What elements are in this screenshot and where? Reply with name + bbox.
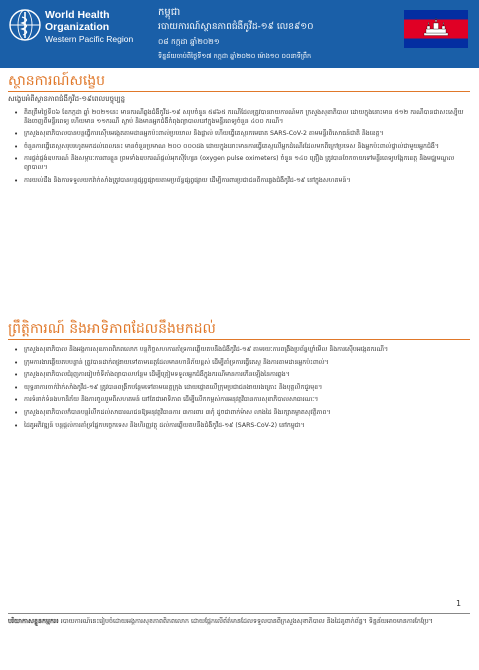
situation-bullet: • ចំនួនការធ្វើតេស្តសរុបរហូតមកដល់ពេលនេះ មានចំនួនប្រមាណ ២០០ ០០០ដង ដោយក្នុងនោះមានការធ្វើតេស្តលើអ្នកដំណើរដែលមកពីក្រៅប្រទេស និងអ្នកប៉ះពាល់ផ្ទាល់ជាមួយអ្នកជំងឺ។ [12,143,472,152]
report-header-banner [0,0,479,68]
situation-bullet: • ការយល់ដឹង និងការទទួលយកវ៉ាក់សាំងត្រូវបានបន្តផ្សព្វផ្សាយតាមប្រព័ន្ធផ្សព្វផ្សាយ ដើម្បីការពារប្រជាជនពីការឆ្លងជំងឺកូវីដ-១៩ នៅក្នុងសហគមន៍។ [12,177,472,186]
footnote-label: បរិយាកាសខ្លួនកម្មករ៖ [8,618,59,625]
events-bullet: • ក្រុមការងារឆ្លើយតបបន្ទាន់ ត្រូវបានដាក់ពង្រាយទៅតាមខេត្តដែលមានហានិភ័យខ្ពស់ ដើម្បីគាំទ្រការធ្វើតេស្ត និងការតាមដានអ្នកប៉ះពាល់។ [12,359,472,368]
situation-bullet: • គិតត្រឹមថ្ងៃទី០៦ ខែកក្កដា ឆ្នាំ ២០២១នេះ មានករណីឆ្លងជំងឺកូវីដ-១៩ សរុបចំនួន ៥៨៦៥ ករណីដែលត្រូវបានរាយការណ៍មក ក្រសួងសុខាភិបាល ដោយក្នុងនោះមាន ៥១២ ករណីបានជាសះស្បើយ និងចេញពីមន្ទីរពេទ្យ ហើយមាន ១១ករណី ស្លាប់ និងមានអ្នកជំងឺកំពុងព្យាបាលនៅក្នុងមន្ទីរពេទ្យចំនួន ៤០០ ករណី។ [12,109,472,126]
section-divider [8,91,470,92]
footer-divider [8,613,470,614]
section-situation-subheading: សង្ខេបអំពីស្ថានភាពជំងឺកូវីដ-១៩ពេលបច្ចុប្បន្ន [8,95,126,103]
data-updated-note: ទិន្នន័យចាប់ពីថ្ងៃទី១៧ កក្កដា ឆ្នាំ២០២០ ម៉ោង១០ ០០នាទីព្រឹក [158,52,312,60]
events-bullet: • ក្រសួងសុខាភិបាលជំរុញការរៀបចំទីតាំងព្យាបាលបន្ថែម ដើម្បីត្រៀមទទួលអ្នកជំងឺក្នុងករណីមានការកើនឡើងនៃការឆ្លង។ [12,371,472,380]
events-bullet: • ក្រសួងសុខាភិបាលក៏បានបន្តរំលឹកដល់សាធារណជនឱ្យអនុវត្តវិធានការ ៣ការពារ ៣កុំ ដូចជាពាក់ម៉ាស លាងដៃ និងរក្សាគម្លាតសុវត្ថិភាព។ [12,409,472,418]
footnote [8,617,470,626]
org-name-line2: Organization [45,21,110,33]
events-bullet: • ក្រសួងសុខាភិបាល និងអង្គការសុខភាពពិភពលោក បន្តកិច្ចសហការគាំទ្រការឆ្លើយតបនឹងជំងឺកូវីដ-១៩ តាមរយៈការពង្រឹងប្រព័ន្ធឃ្លាំមើល និងការស៊ើបអង្កេតករណី។ [12,346,472,355]
who-logo-text [45,9,133,45]
situation-bullet-list [12,109,472,189]
country-name: កម្ពុជា [158,7,181,18]
org-name-line1: World Health [45,9,110,21]
events-bullet: • ការទំនាក់ទំនងហានិភ័យ និងការចូលរួមពីសហគមន៍ នៅតែជាអាទិភាព ដើម្បីលើកកម្ពស់ការអនុវត្តវិធានការសុខាភិបាលសាធារណៈ។ [12,396,472,405]
situation-bullet: • ការផ្គត់ផ្គង់ឧបករណ៍ និងសម្ភារៈការពារខ្លួន ព្រមទាំងឧបករណ៍ផ្តល់អុកស៊ីហ្សែន (oxygen pulse oximeters) ចំនួន ១៤០ គ្រឿង ត្រូវបានចែកចាយទៅមន្ទីរពេទ្យបង្អែកខេត្ត និងមជ្ឈមណ្ឌលព្យាបាល។ [12,155,472,172]
footnote-text: របាយការណ៍នេះរៀបចំដោយអង្គការសុខភាពពិភពលោក ដោយផ្អែកលើព័ត៌មានដែលទទួលបានពីក្រសួងសុខាភិបាល និងដៃគូពាក់ព័ន្ធ។ ទិន្នន័យអាចមានការកែប្រែ។ [60,618,433,625]
page-number: 1 [456,599,462,608]
situation-bullet: • ក្រសួងសុខាភិបាលបានបន្តធ្វើការស៊ើបអង្កេតតាមដានអ្នកប៉ះពាល់ប្រយោល និងផ្ទាល់ ហើយធ្វើតេស្តរកមេរោគ SARS-CoV-2 តាមមន្ទីរពិសោធន៍ជាតិ និងខេត្ត។ [12,130,472,139]
org-region: Western Pacific Region [45,34,134,44]
events-bullet-list [12,346,472,434]
report-title: របាយការណ៍ស្ថានភាពជំងឺកូវីដ-១៩ លេខ៩១០ [158,22,314,32]
events-bullet: • ដៃគូអភិវឌ្ឍន៍ បន្តផ្តល់ការគាំទ្រផ្នែកបច្ចេកទេស និងហិរញ្ញវត្ថុ ដល់ការឆ្លើយតបនឹងជំងឺកូវីដ-១៩ (SARS-CoV-2) នៅកម្ពុជា។ [12,422,472,431]
section-divider [8,339,470,340]
events-bullet: • យុទ្ធនាការចាក់វ៉ាក់សាំងកូវីដ-១៩ ត្រូវបានពង្រីកបន្ថែមទៅតាមខេត្តក្រុង ដោយផ្តោតលើក្រុមប្រជាជនងាយរងគ្រោះ និងបុគ្គលិកជួរមុខ។ [12,384,472,393]
report-date: ០៨ កក្កដា ឆ្នាំ២០២១ [158,37,220,46]
who-emblem-icon [8,8,42,42]
cambodia-flag-icon [404,10,468,48]
section-situation-heading: ស្ថានការណ៍សង្ខេប [8,73,106,89]
section-events-heading: ព្រឹត្តិការណ៍ និងអាទិភាពដែលនឹងមកដល់ [8,321,216,337]
